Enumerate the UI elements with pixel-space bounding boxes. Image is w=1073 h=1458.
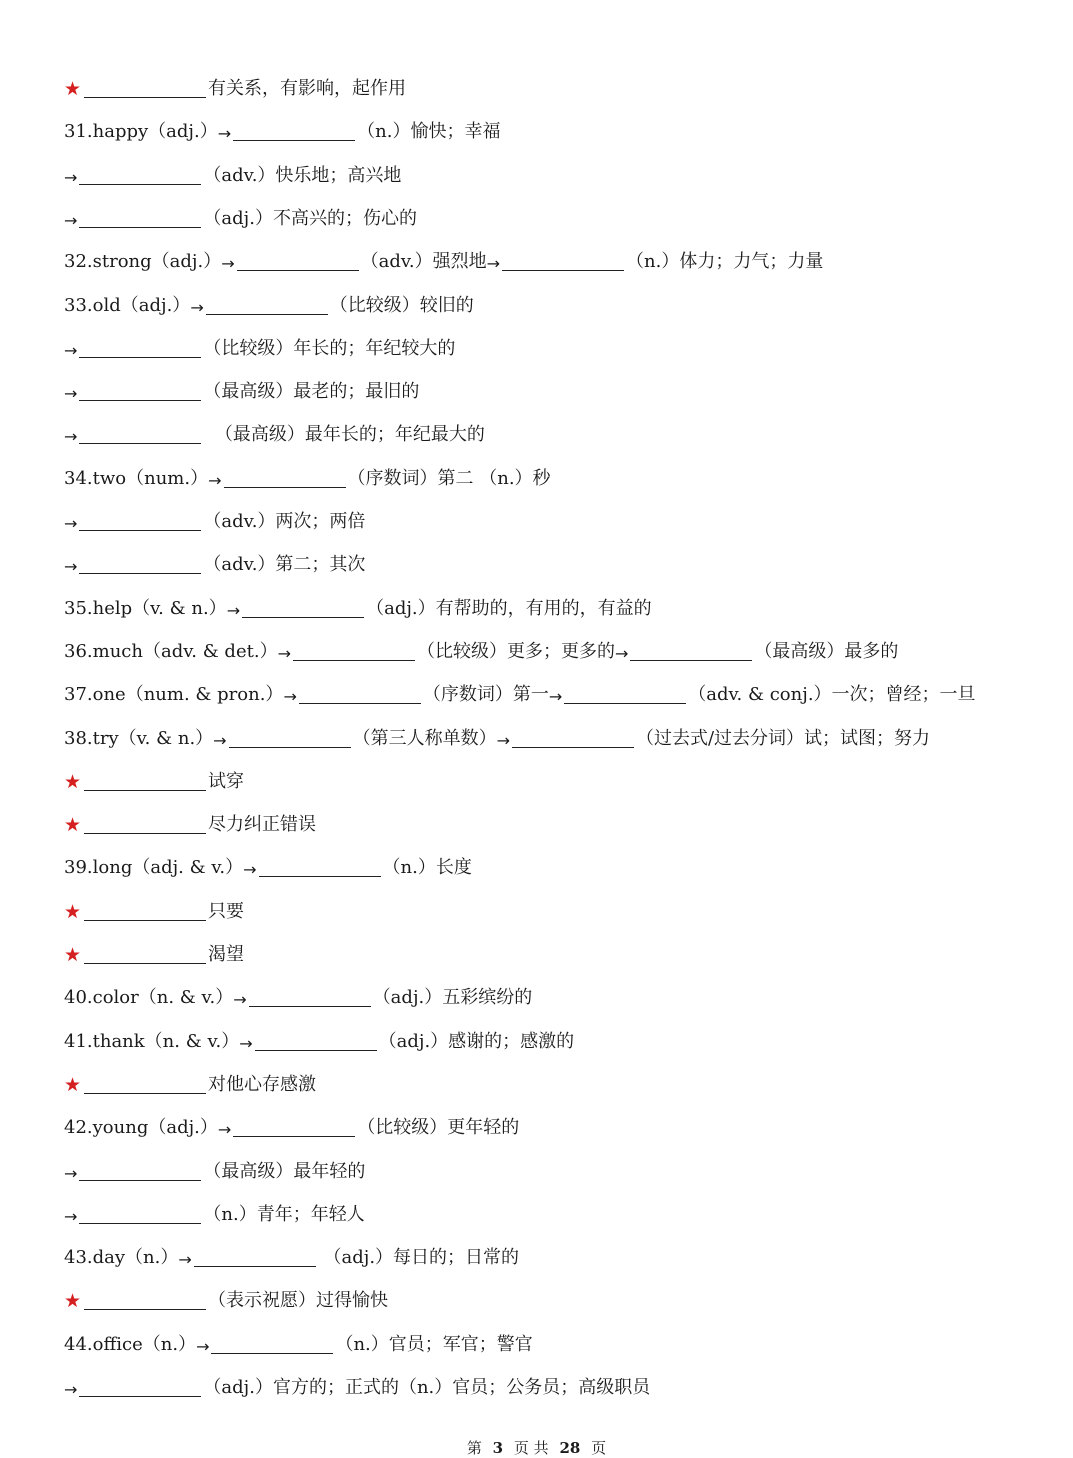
arrow-icon: → — [190, 297, 204, 317]
line-text: （adv.）两次；两倍 — [203, 511, 366, 532]
line-text: （adj.）每日的；日常的 — [317, 1247, 520, 1269]
footer-prefix: 第 — [466, 1439, 482, 1457]
answer-blank[interactable] — [79, 1203, 201, 1224]
answer-blank[interactable] — [512, 727, 634, 748]
line-text: （比较级）更多；更多的 — [416, 640, 615, 662]
line-text: （比较级）更年轻的 — [357, 1117, 520, 1139]
answer-blank[interactable] — [79, 380, 201, 401]
answer-blank[interactable] — [194, 1246, 316, 1267]
exercise-line — [64, 1023, 574, 1053]
answer-blank[interactable] — [84, 900, 206, 921]
line-text: （adj.）不高兴的；伤心的 — [203, 207, 417, 229]
arrow-icon: → — [64, 1163, 78, 1183]
line-text: （adv.）第二；其次 — [203, 554, 366, 576]
line-text: （比较级）较旧的 — [329, 294, 474, 316]
line-text: （最高级）最老的；最旧的 — [203, 381, 420, 403]
answer-blank[interactable] — [79, 553, 201, 574]
exercise-line — [64, 720, 930, 750]
line-text: 尽力纠正错误 — [208, 814, 317, 836]
arrow-icon: → — [486, 254, 501, 274]
line-text: 42.young（adj.） — [64, 1117, 218, 1139]
footer-suffix: 页 — [591, 1439, 607, 1457]
exercise-line — [64, 936, 244, 966]
answer-blank[interactable] — [293, 640, 415, 661]
line-text: （第三人称单数） — [352, 727, 497, 749]
exercise-line — [64, 1282, 388, 1312]
line-text: 33.old（adj.） — [64, 294, 191, 316]
answer-blank[interactable] — [259, 856, 381, 877]
line-text: （序数词）第二 （n.）秒 — [347, 467, 551, 489]
exercise-line — [64, 979, 532, 1009]
arrow-icon: → — [213, 730, 227, 750]
exercise-line — [64, 546, 365, 576]
line-text: 36.much（adv. & det.） — [64, 640, 278, 662]
arrow-icon: → — [239, 1033, 253, 1053]
line-text: 41.thank（n. & v.） — [64, 1030, 240, 1052]
line-text: 43.day（n.） — [64, 1247, 179, 1269]
star-icon: ★ — [64, 1290, 82, 1313]
exercise-line — [64, 157, 401, 187]
exercise-line — [64, 287, 474, 317]
arrow-icon: → — [283, 687, 297, 707]
answer-blank[interactable] — [79, 207, 201, 228]
answer-blank[interactable] — [630, 640, 752, 661]
exercise-line — [64, 633, 898, 663]
line-text: （n.）青年；年轻人 — [203, 1203, 365, 1225]
line-text: （表示祝愿）过得愉快 — [208, 1290, 389, 1312]
exercise-line — [64, 806, 316, 836]
answer-blank[interactable] — [84, 77, 206, 98]
answer-blank[interactable] — [233, 120, 355, 141]
line-text: （过去式/过去分词）试；试图；努力 — [635, 727, 931, 749]
exercise-line — [64, 1239, 519, 1269]
arrow-icon: → — [208, 470, 222, 490]
exercise-line — [64, 763, 244, 793]
exercise-line — [64, 460, 551, 490]
line-text: （n.）长度 — [382, 857, 472, 879]
exercise-line — [64, 1109, 519, 1139]
star-icon: ★ — [64, 1073, 82, 1096]
line-text: （adv.）强烈地 — [360, 251, 487, 273]
exercise-line — [64, 503, 365, 533]
answer-blank[interactable] — [79, 164, 201, 185]
answer-blank[interactable] — [255, 1030, 377, 1051]
arrow-icon: → — [277, 643, 291, 663]
line-text: （adj.）五彩缤纷的 — [372, 987, 533, 1009]
line-text: 40.color（n. & v.） — [64, 987, 234, 1009]
arrow-icon: → — [64, 427, 78, 447]
answer-blank[interactable] — [502, 250, 624, 271]
page-footer — [0, 1437, 1073, 1458]
line-text: 31.happy（adj.） — [64, 121, 218, 143]
line-text: （比较级）年长的；年纪较大的 — [203, 337, 456, 359]
answer-blank[interactable] — [299, 683, 421, 704]
line-text: 有关系，有影响，起作用 — [208, 78, 407, 99]
exercise-line — [64, 70, 406, 100]
answer-blank[interactable] — [211, 1333, 333, 1354]
line-text: 对他心存感激 — [208, 1073, 317, 1095]
footer-mid: 页 共 — [513, 1439, 549, 1457]
arrow-icon: → — [64, 384, 78, 404]
arrow-icon: → — [64, 1206, 78, 1226]
line-text: 38.try（v. & n.） — [64, 727, 214, 749]
line-text: 只要 — [208, 900, 245, 922]
exercise-line — [64, 1369, 650, 1399]
line-text: 35.help（v. & n.） — [64, 597, 227, 619]
star-icon: ★ — [64, 814, 82, 837]
exercise-line — [64, 373, 419, 403]
line-text: （adj.）官方的；正式的（n.）官员；公务员；高级职员 — [203, 1377, 651, 1398]
arrow-icon: → — [64, 167, 78, 187]
exercise-line — [64, 849, 472, 879]
arrow-icon: → — [243, 860, 257, 880]
answer-blank[interactable] — [249, 986, 371, 1007]
answer-blank[interactable] — [224, 467, 346, 488]
footer-total-pages: 28 — [559, 1439, 581, 1457]
arrow-icon: → — [64, 210, 78, 230]
exercise-line — [64, 1066, 316, 1096]
exercise-line — [64, 590, 652, 620]
line-text: （序数词）第一 — [422, 684, 549, 706]
exercise-line — [64, 416, 485, 446]
line-text: （adv.）快乐地；高兴地 — [203, 164, 402, 186]
answer-blank[interactable] — [84, 1289, 206, 1310]
line-text: 34.two（num.） — [64, 467, 209, 489]
answer-blank[interactable] — [237, 250, 359, 271]
answer-blank[interactable] — [233, 1116, 355, 1137]
answer-blank[interactable] — [206, 294, 328, 315]
arrow-icon: → — [226, 600, 241, 620]
line-text: 渴望 — [208, 944, 245, 965]
footer-page-number: 3 — [492, 1439, 504, 1457]
arrow-icon: → — [496, 730, 510, 750]
arrow-icon: → — [217, 1120, 232, 1140]
line-text: （n.）体力；力气；力量 — [626, 251, 824, 273]
line-text: 37.one（num. & pron.） — [64, 684, 284, 706]
answer-blank[interactable] — [84, 1073, 206, 1094]
exercise-line — [64, 1153, 365, 1183]
arrow-icon: → — [548, 687, 563, 707]
exercise-line — [64, 893, 244, 923]
line-text: （adj.）感谢的；感激的 — [378, 1030, 575, 1052]
answer-blank[interactable] — [242, 597, 364, 618]
line-text: 44.office（n.） — [64, 1333, 197, 1355]
line-text: （adv. & conj.）一次；曾经；一旦 — [688, 684, 976, 706]
answer-blank[interactable] — [79, 1376, 201, 1397]
line-text: （最高级）最年轻的 — [203, 1160, 366, 1182]
exercise-line — [64, 676, 976, 706]
exercise-line — [64, 1326, 533, 1356]
arrow-icon: → — [64, 557, 78, 577]
line-text: （最高级）最多的 — [754, 640, 899, 662]
arrow-icon: → — [64, 340, 78, 360]
exercise-line — [64, 200, 417, 230]
star-icon: ★ — [64, 78, 82, 100]
line-text: 32.strong（adj.） — [64, 251, 222, 273]
answer-blank[interactable] — [229, 727, 351, 748]
answer-blank[interactable] — [564, 683, 686, 704]
answer-blank[interactable] — [84, 770, 206, 791]
line-text: （最高级）最年长的；年纪最大的 — [203, 424, 485, 446]
exercise-line — [64, 330, 455, 360]
star-icon: ★ — [64, 944, 82, 966]
exercise-line — [64, 243, 823, 273]
exercise-line — [64, 113, 500, 143]
line-text: 试穿 — [208, 770, 245, 792]
answer-blank[interactable] — [84, 813, 206, 834]
answer-blank[interactable] — [79, 1160, 201, 1181]
exercise-line — [64, 1196, 365, 1226]
arrow-icon: → — [64, 514, 78, 533]
line-text: 39.long（adj. & v.） — [64, 857, 244, 879]
star-icon: ★ — [64, 900, 82, 923]
line-text: （n.）官员；军官；警官 — [335, 1333, 533, 1355]
arrow-icon: → — [64, 1380, 78, 1399]
answer-blank[interactable] — [84, 943, 206, 964]
arrow-icon: → — [221, 254, 235, 274]
arrow-icon: → — [217, 124, 232, 144]
arrow-icon: → — [614, 643, 629, 663]
line-text: （n.）愉快；幸福 — [357, 121, 501, 143]
answer-blank[interactable] — [79, 423, 201, 444]
arrow-icon: → — [196, 1336, 210, 1356]
line-text: （adj.）有帮助的，有用的，有益的 — [366, 597, 652, 619]
arrow-icon: → — [233, 990, 247, 1010]
star-icon: ★ — [64, 770, 82, 793]
answer-blank[interactable] — [79, 510, 201, 531]
arrow-icon: → — [178, 1250, 192, 1270]
answer-blank[interactable] — [79, 337, 201, 358]
